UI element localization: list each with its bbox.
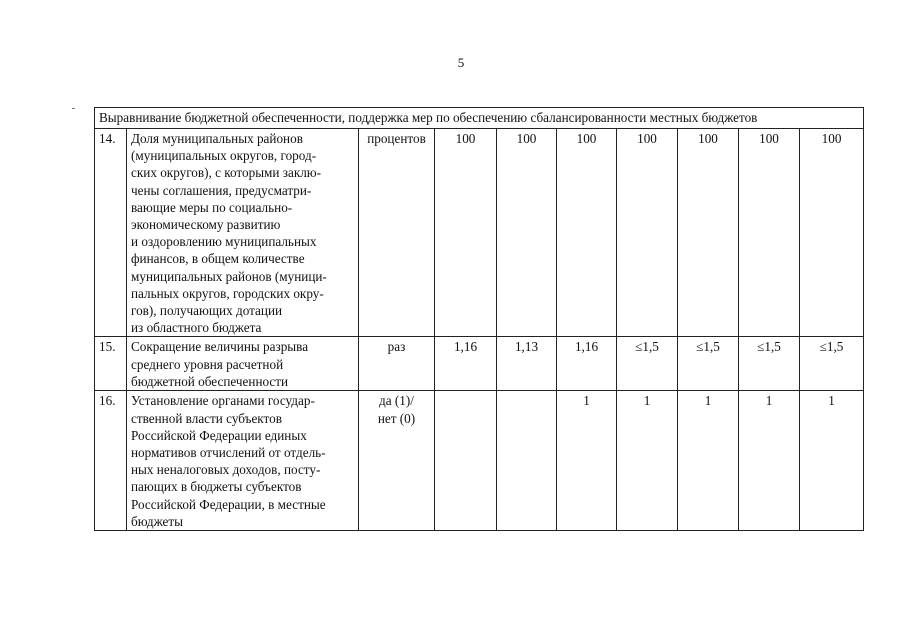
name-line: среднего уровня расчетной (131, 356, 284, 372)
row-number: 15. (95, 337, 127, 391)
unit-cell (359, 337, 435, 391)
value-cell: ≤1,5 (739, 337, 800, 391)
unit-cell (359, 391, 435, 531)
name-line: чены соглашения, предусматри- (131, 182, 312, 198)
unit-line: процентов (367, 131, 426, 146)
unit-line: нет (0) (377, 410, 416, 426)
value-cell: 1,16 (557, 337, 617, 391)
indicators-table (94, 107, 864, 531)
name-line: муниципальных районов (муници- (131, 268, 327, 284)
name-line: вающие меры по социально- (131, 199, 293, 215)
value-cell: 1 (617, 391, 678, 531)
name-line: из областного бюджета (131, 320, 262, 336)
name-line: Установление органами государ- (131, 393, 315, 409)
value-cell: 1 (800, 391, 864, 531)
table-row (95, 391, 864, 531)
unit-line: раз (387, 339, 406, 355)
indicator-name (127, 129, 359, 337)
name-line: Российской Федерации единых (131, 427, 307, 443)
name-line: пальных округов, городских окру- (131, 285, 324, 301)
name-line: ственной власти субъектов (131, 410, 282, 426)
row-number: 14. (95, 129, 127, 337)
value-cell: 100 (617, 129, 678, 337)
value-cell: ≤1,5 (678, 337, 739, 391)
value-cell (497, 391, 557, 531)
indicator-name (127, 391, 359, 531)
section-header: Выравнивание бюджетной обеспеченности, поддержка мер по обеспечению сбалансированности местных бюджетов (95, 108, 864, 129)
value-cell (435, 391, 497, 531)
name-line: пающих в бюджеты субъектов (131, 479, 302, 495)
name-line: бюджеты (131, 513, 184, 529)
name-line: Доля муниципальных районов (131, 131, 303, 146)
value-cell: 100 (739, 129, 800, 337)
value-cell: 100 (435, 129, 497, 337)
table-row (95, 337, 864, 391)
value-cell: ≤1,5 (800, 337, 864, 391)
value-cell: 100 (557, 129, 617, 337)
name-line: гов), получающих дотации (131, 303, 283, 319)
name-line: Сокращение величины разрыва (131, 339, 309, 355)
table-row (95, 129, 864, 337)
value-cell: 1,13 (497, 337, 557, 391)
value-cell: 1 (678, 391, 739, 531)
unit-cell (359, 129, 435, 337)
name-line: (муниципальных округов, город- (131, 148, 317, 164)
name-line: ных неналоговых доходов, посту- (131, 462, 321, 478)
scan-mark (72, 108, 75, 109)
row-number: 16. (95, 391, 127, 531)
value-cell: 1 (739, 391, 800, 531)
unit-line: да (1)/ (379, 393, 414, 409)
value-cell: 100 (678, 129, 739, 337)
value-cell: 100 (800, 129, 864, 337)
section-header-row (95, 108, 864, 129)
page-number: 5 (457, 55, 465, 70)
name-line: нормативов отчислений от отдель- (131, 445, 326, 461)
value-cell: ≤1,5 (617, 337, 678, 391)
name-line: бюджетной обеспеченности (131, 373, 289, 389)
name-line: экономическому развитию (131, 217, 281, 233)
name-line: и оздоровлению муниципальных (131, 234, 317, 250)
indicator-name (127, 337, 359, 391)
value-cell: 100 (497, 129, 557, 337)
name-line: финансов, в общем количестве (131, 251, 305, 267)
value-cell: 1 (557, 391, 617, 531)
value-cell: 1,16 (435, 337, 497, 391)
name-line: ских округов), с которыми заклю- (131, 165, 322, 181)
name-line: Российской Федерации, в местные (131, 496, 326, 512)
